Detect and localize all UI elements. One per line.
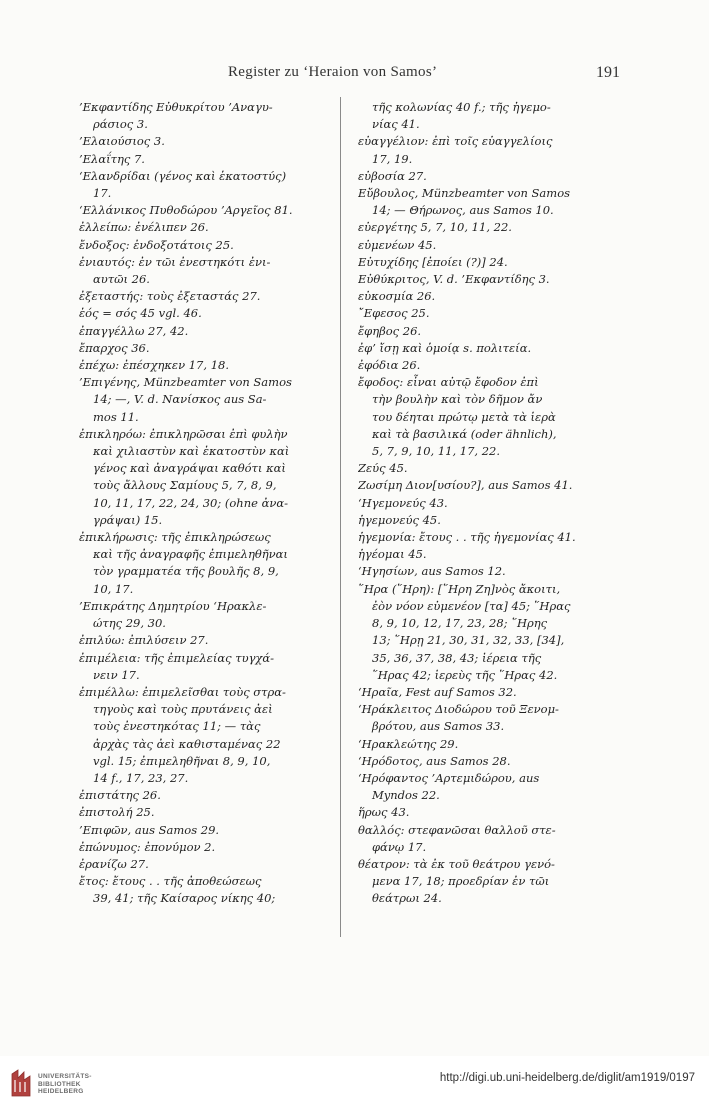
index-entry-line: 14; — Θήρωνος, aus Samos 10. (372, 203, 554, 218)
index-entry-line: ἀρχὰς τὰς ἀεὶ καθισταμένας 22 (93, 736, 281, 751)
index-entry-line: ἐξεταστής: τοὺς ἐξεταστάς 27. (79, 289, 261, 304)
column-divider (340, 97, 341, 937)
index-entry-line: ἡγεμονεύς 45. (358, 512, 441, 527)
index-entry-line: μενα 17, 18; προεδρίαν ἐν τῶι (372, 874, 550, 889)
index-entry-line: ράσιος 3. (93, 117, 148, 132)
index-entry-line: εὐεργέτης 5, 7, 10, 11, 22. (358, 220, 512, 235)
index-entry-line: ’Επιφῶν, aus Samos 29. (79, 822, 220, 837)
index-entry-line: vgl. 15; ἐπιμεληθῆναι 8, 9, 10, (93, 753, 271, 768)
index-entry-line: φάνῳ 17. (372, 839, 427, 854)
index-entry-line: ἔπαρχος 36. (79, 340, 150, 355)
index-entry-line: ἐπικληρόω: ἐπικληρῶσαι ἐπὶ φυλὴν (79, 426, 288, 441)
index-entry-line: ἔνδοξος: ἐνδοξοτάτοις 25. (79, 237, 234, 252)
index-entry-line: ’Ελαΐτης 7. (79, 151, 145, 166)
index-entry-line: τὴν βουλὴν καὶ τὸν δῆμον ἄν (372, 392, 543, 407)
index-entry-line: ἔφηβος 26. (358, 323, 422, 338)
index-entry-line: ‘Ηρακλεώτης 29. (358, 736, 459, 751)
index-entry-line: ’Επιγένης, Münzbeamter von Samos (79, 375, 292, 390)
index-entry-line: 17, 19. (372, 151, 413, 166)
index-entry-line: τοὺς ἐνεστηκότας 11; — τὰς (93, 719, 261, 734)
running-header (60, 64, 620, 86)
index-entry-line: ἐπέχω: ἐπέσχηκεν 17, 18. (79, 358, 229, 373)
index-entry-line: ἐὸν νόον εὐμενέον [τα] 45; ῞Ηρας (372, 598, 571, 613)
library-name-line: BIBLIOTHEK (38, 1080, 81, 1088)
library-name-line: HEIDELBERG (38, 1088, 84, 1095)
index-entry-line: εὐκοσμία 26. (358, 289, 436, 304)
index-entry-line: Ζωσίμη Διον[υσίου?], aus Samos 41. (358, 478, 573, 493)
index-entry-line: εὐβοσία 27. (358, 168, 427, 183)
index-entry-line: ἐφόδια 26. (358, 358, 421, 373)
index-entry-line: ‘Ελανδρίδαι (γένος καὶ ἑκατοστύς) (79, 168, 287, 183)
index-entry-line: καὶ τὰ βασιλικά (oder ähnlich), (372, 426, 557, 441)
library-logo-icon (10, 1068, 32, 1098)
index-entry-line: νίας 41. (372, 117, 420, 132)
digitization-footer (0, 1056, 709, 1112)
index-entry-line: ῎Εφεσος 25. (358, 306, 430, 321)
index-entry-line: τῆς κολωνίας 40 f.; τῆς ἡγεμο- (372, 100, 551, 114)
index-column-left (79, 99, 341, 908)
index-entry-line: ἔφοδος: εἶναι αὐτῷ ἔφοδον ἐπὶ (358, 375, 539, 390)
index-entry-line: Εὔβουλος, Münzbeamter von Samos (358, 186, 571, 201)
index-entry-line: 17. (93, 186, 112, 201)
index-entry-line: ἐπικλήρωσις: τῆς ἐπικληρώσεως (79, 530, 271, 545)
index-entry-line: 8, 9, 10, 12, 17, 23, 28; ῞Ηρης (372, 616, 548, 631)
index-entry-line: γένος καὶ ἀναγράψαι καθότι καὶ (93, 461, 286, 476)
index-entry-line: ἐπιστάτης 26. (79, 788, 161, 803)
index-entry-line: 35, 36, 37, 38, 43; ἱέρεια τῆς (372, 650, 542, 665)
index-entry-line: καὶ χιλιαστὺν καὶ ἑκατοστὺν καὶ (93, 444, 290, 459)
index-entry-line: ἐπαγγέλλω 27, 42. (79, 323, 189, 338)
index-entry-line: ἥρως 43. (358, 805, 410, 820)
index-column-right (358, 99, 616, 908)
index-entry-line: ’Επικράτης Δημητρίου ‘Ηρακλε- (79, 598, 267, 613)
index-entry-line: ’Εκφαντίδης Εὐθυκρίτου ’Αναγυ- (79, 100, 273, 114)
index-entry-line: γράψαι) 15. (93, 512, 163, 527)
index-entry-line: ‘Ηγησίων, aus Samos 12. (358, 564, 506, 579)
index-entry-line: mos 11. (93, 409, 139, 424)
index-entry-line: τοὺς ἄλλους Σαμίους 5, 7, 8, 9, (93, 478, 277, 493)
library-name-line: UNIVERSITÄTS- (38, 1073, 92, 1080)
index-entry-line: του δέηται πρώτῳ μετὰ τὰ ἱερὰ (372, 409, 556, 424)
library-name (38, 1073, 92, 1096)
index-entry-line: θέατρον: τὰ ἐκ τοῦ θεάτρου γενό- (358, 856, 555, 871)
index-entry-line: αυτῶι 26. (93, 272, 150, 287)
index-entry-line: 14; —, V. d. Νανίσκος aus Sa- (93, 392, 267, 407)
index-entry-line: 39, 41; τῆς Καίσαρος νίκης 40; (93, 891, 276, 906)
index-entry-line: καὶ τῆς ἀναγραφῆς ἐπιμεληθῆναι (93, 547, 288, 562)
index-entry-line: ώτης 29, 30. (93, 616, 166, 631)
index-entry-line: θεάτρωι 24. (372, 891, 442, 906)
index-entry-line: ἡγέομαι 45. (358, 547, 427, 562)
index-entry-line: 10, 17. (93, 581, 134, 596)
index-entry-line: ‘Ελλάνικος Πυθοδώρου ’Αργεῖος 81. (79, 203, 293, 218)
index-entry-line: ‘Ηρόδοτος, aus Samos 28. (358, 753, 511, 768)
digital-copy-link[interactable]: http://digi.ub.uni-heidelberg.de/diglit/am1919/0197 (439, 1072, 695, 1084)
index-entry-line: 13; ῞Ηρῃ 21, 30, 31, 32, 33, [34], (372, 633, 565, 648)
index-entry-line: τηγοὺς καὶ τοὺς πρυτάνεις ἀεὶ (93, 702, 273, 717)
index-entry-line: ἐρανίζω 27. (79, 856, 149, 871)
index-entry-line: Ζεύς 45. (358, 461, 408, 476)
index-entry-line: ἐλλείπω: ἐνέλιπεν 26. (79, 220, 209, 235)
index-entry-line: 10, 11, 17, 22, 24, 30; (ohne ἀνα- (93, 495, 288, 510)
index-entry-line: εὐαγγέλιον: ἐπὶ τοῖς εὐαγγελίοις (358, 134, 553, 149)
index-entry-line: ἐπιλύω: ἐπιλύσειν 27. (79, 633, 209, 648)
index-entry-line: νειν 17. (93, 667, 140, 682)
index-entry-line: ἐφ’ ἴσῃ καὶ ὁμοίᾳ s. πολιτεία. (358, 340, 532, 355)
index-entry-line: 5, 7, 9, 10, 11, 17, 22. (372, 444, 501, 459)
index-entry-line: ἑός = σός 45 vgl. 46. (79, 306, 202, 321)
index-entry-line: Εὐθύκριτος, V. d. ’Εκφαντίδης 3. (358, 272, 550, 287)
index-entry-line: ῞Ηρα (῞Ηρη): [῞Ηρη Ζη]νὸς ἄκοιτι, (358, 581, 561, 596)
index-entry-line: ἐπιστολή 25. (79, 805, 155, 820)
index-entry-line: ἐνιαυτός: ἐν τῶι ἐνεστηκότι ἐνι- (79, 254, 271, 269)
index-entry-line: ‘Ηρόφαντος ’Αρτεμιδώρου, aus (358, 770, 540, 785)
index-entry-line: ῞Ηρας 42; ἱερεὺς τῆς ῞Ηρας 42. (372, 667, 558, 682)
index-entry-line: ἐπιμέλλω: ἐπιμελεῖσθαι τοὺς στρα- (79, 684, 286, 699)
running-title: Register zu ‘Heraion von Samos’ (228, 64, 438, 80)
index-entry-line: ‘Ηγεμονεύς 43. (358, 495, 448, 510)
page-number: 191 (596, 64, 620, 81)
index-entry-line: Myndos 22. (372, 788, 440, 803)
index-entry-line: 14 f., 17, 23, 27. (93, 770, 189, 785)
index-entry-line: ‘Ηράκλειτος Διοδώρου τοῦ Ξενομ- (358, 702, 559, 717)
index-entry-line: ἐπιμέλεια: τῆς ἐπιμελείας τυγχά- (79, 650, 275, 665)
index-entry-line: θαλλός: στεφανῶσαι θαλλοῦ στε- (358, 822, 556, 837)
index-entry-line: τὸν γραμματέα τῆς βουλῆς 8, 9, (93, 564, 279, 579)
index-entry-line: ’Ελαιούσιος 3. (79, 134, 165, 149)
index-entry-line: ἔτος: ἔτους . . τῆς ἀποθεώσεως (79, 874, 262, 889)
index-entry-line: εὐμενέων 45. (358, 237, 437, 252)
index-entry-line: Εὐτυχίδης [ἐποίει (?)] 24. (358, 254, 508, 269)
index-entry-line: ἐπώνυμος: ἐπονύμον 2. (79, 839, 216, 854)
index-entry-line: βρότου, aus Samos 33. (372, 719, 505, 734)
index-entry-line: ἡγεμονία: ἔτους . . τῆς ἡγεμονίας 41. (358, 530, 576, 545)
index-entry-line: ‘Ηραῖα, Fest auf Samos 32. (358, 684, 517, 699)
